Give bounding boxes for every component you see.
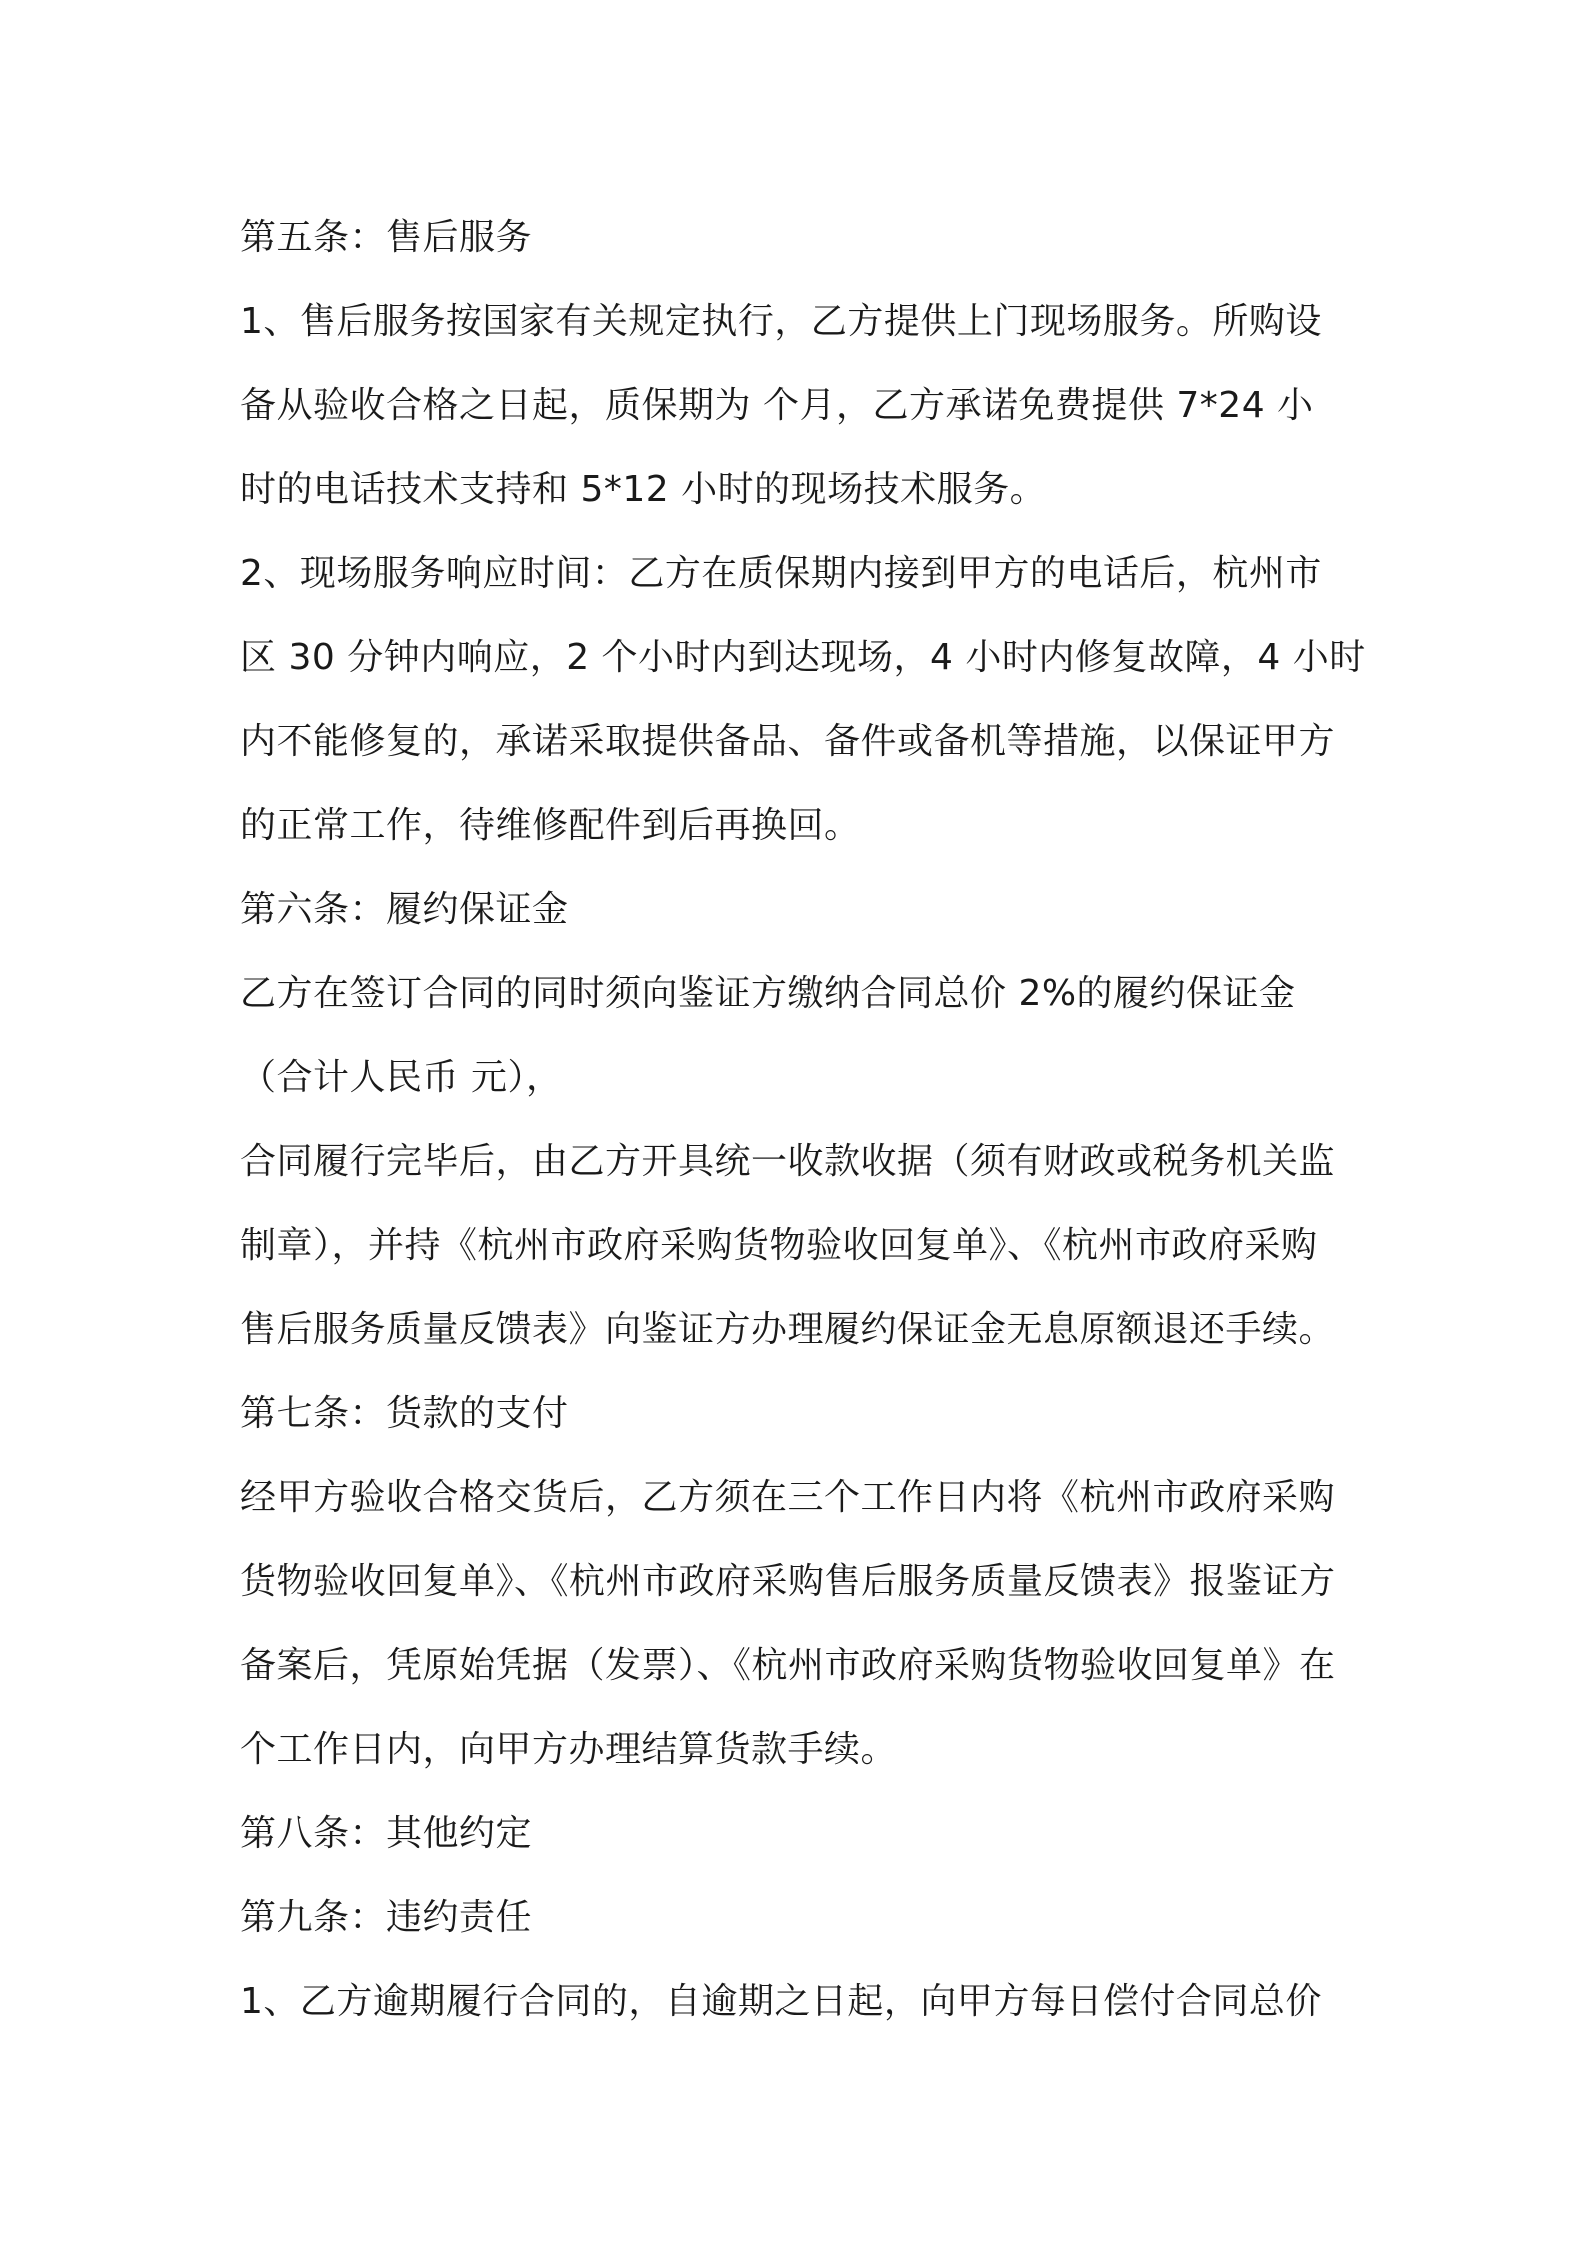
section-heading-9: 第九条：违约责任 <box>240 1897 533 1938</box>
section-heading-5: 第五条：售后服务 <box>240 217 533 258</box>
section-heading-7: 第七条：货款的支付 <box>240 1393 569 1434</box>
paragraph-line: 备案后，凭原始凭据（发票）、《杭州市政府采购货物验收回复单》在 <box>240 1645 1336 1686</box>
paragraph-line: 区 30 分钟内响应，2 个小时内到达现场，4 小时内修复故障，4 小时 <box>240 637 1366 678</box>
paragraph-line: 经甲方验收合格交货后，乙方须在三个工作日内将《杭州市政府采购 <box>240 1477 1336 1518</box>
section-heading-8: 第八条：其他约定 <box>240 1813 533 1854</box>
document-body <box>240 196 1366 2044</box>
paragraph-line: 的正常工作，待维修配件到后再换回。 <box>240 805 861 846</box>
paragraph-line: 2、现场服务响应时间：乙方在质保期内接到甲方的电话后，杭州市 <box>240 553 1322 594</box>
paragraph-line: 时的电话技术支持和 5*12 小时的现场技术服务。 <box>240 469 1047 510</box>
paragraph-line: 备从验收合格之日起，质保期为 个月，乙方承诺免费提供 7*24 小 <box>240 385 1314 426</box>
paragraph-line: 制章），并持《杭州市政府采购货物验收回复单》、《杭州市政府采购 <box>240 1225 1318 1266</box>
section-heading-6: 第六条：履约保证金 <box>240 889 569 930</box>
paragraph-line: 乙方在签订合同的同时须向鉴证方缴纳合同总价 2%的履约保证金 <box>240 973 1296 1014</box>
paragraph-line: 内不能修复的，承诺采取提供备品、备件或备机等措施，以保证甲方 <box>240 721 1336 762</box>
paragraph-line: 货物验收回复单》、《杭州市政府采购售后服务质量反馈表》报鉴证方 <box>240 1561 1336 1602</box>
paragraph-line: 1、售后服务按国家有关规定执行，乙方提供上门现场服务。所购设 <box>240 301 1322 342</box>
paragraph-line: （合计人民币 元）， <box>240 1057 563 1098</box>
paragraph-line: 个工作日内，向甲方办理结算货款手续。 <box>240 1729 898 1770</box>
paragraph-line: 售后服务质量反馈表》向鉴证方办理履约保证金无息原额退还手续。 <box>240 1309 1336 1350</box>
paragraph-line: 1、乙方逾期履行合同的，自逾期之日起，向甲方每日偿付合同总价 <box>240 1981 1322 2022</box>
paragraph-line: 合同履行完毕后，由乙方开具统一收款收据（须有财政或税务机关监 <box>240 1141 1336 1182</box>
